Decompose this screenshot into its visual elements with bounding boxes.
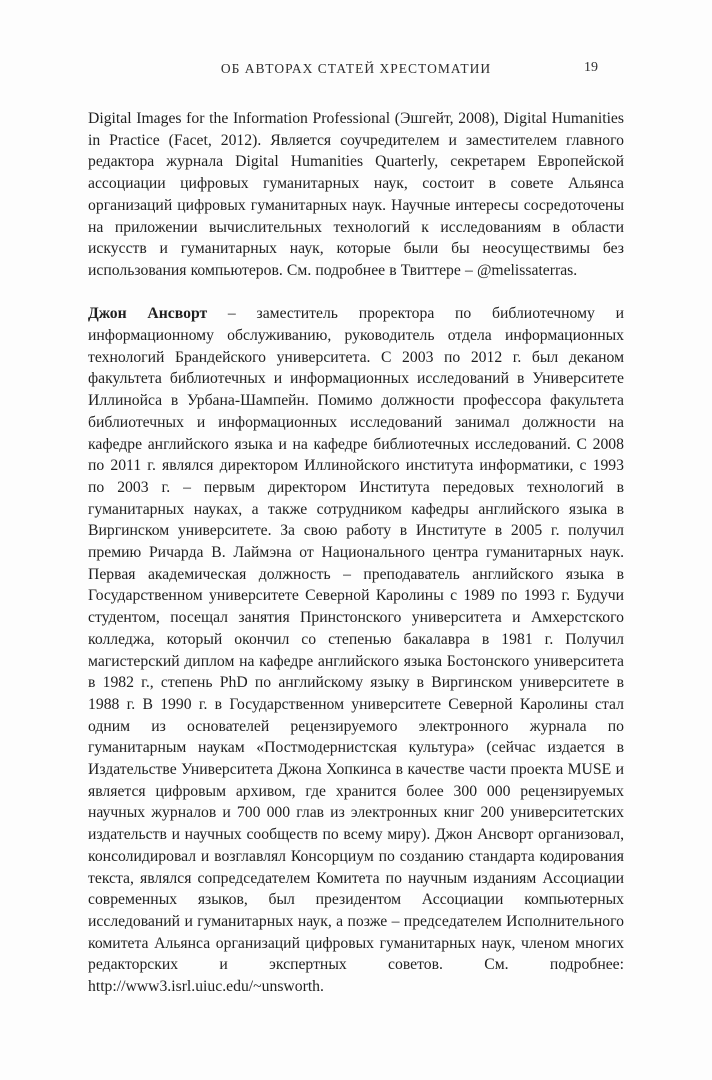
page-header: [88, 0, 624, 82]
paragraph-terras: [88, 108, 624, 282]
author-name: Джон Ансворт: [88, 305, 208, 323]
paragraph-unsworth: [88, 303, 624, 998]
paragraph-terras-text: Digital Images for the Information Professional (Эшгейт, 2008), Digital Humanities in Practice (Facet, 2012). Является соучредителем и заместителем главного редактора журнала Digital Humanities Quarterly, секретарем Европейской ассоциации цифровых гуманитарных наук, состоит в совете Альянса организаций цифровых гуманитарных наук. Научные интересы сосредоточены на приложении вычислительных технологий к исследованиям в области искусств и гуманитарных наук, которые были бы неосуществимы без использования компьютеров. См. подробнее в Твиттере – @melissaterras.: [88, 110, 624, 279]
page-number: 19: [584, 60, 598, 75]
paragraph-unsworth-text: – заместитель проректора по библиотечному и информационному обслуживанию, руководитель отдела информационных технологий Брандейского университета. С 2003 по 2012 г. был деканом факультета библиотечных и информационных исследований в Университете Иллинойса в Урбана-Шампейн. Помимо должности профессора факультета библиотечных и информационных исследований занимал должности на кафедре английского языка и на кафедре библиотечных исследований. С 2008 по 2011 г. являлся директором Иллинойского института информатики, с 1993 по 2003 г. – первым директором Института передовых технологий в гуманитарных науках, а также сотрудником кафедры английского языка в Виргинском университете. За свою работу в Институте в 2005 г. получил премию Ричарда В. Лаймэна от Национального центра гуманитарных наук. Первая академическая должность – преподаватель английского языка в Государственном университете Северной Каролины с 1989 по 1993 г. Будучи студентом, посещал занятия Принстонского университета и Амхерстского колледжа, который окончил со степенью бакалавра в 1981 г. Получил магистерский диплом на кафедре английского языка Бостонского университета в 1982 г., степень PhD по английскому языку в Виргинском университете в 1988 г. В 1990 г. в Государственном университете Северной Каролины стал одним из основателей рецензируемого электронного журнала по гуманитарным наукам «Постмодернистская культура» (сейчас издается в Издательстве Университета Джона Хопкинса в качестве части проекта MUSE и является цифровым архивом, где хранится более 300 000 рецензируемых научных журналов и 700 000 глав из электронных книг 200 университетских издательств и научных сообществ по всему миру). Джон Ансворт организовал, консолидировал и возглавлял Консорциум по созданию стандарта кодирования текста, являлся сопредседателем Комитета по научным изданиям Ассоциации современных языков, был президентом Ассоциации компьютерных исследований и гуманитарных наук, а позже – председателем Исполнительного комитета Альянса организаций цифровых гуманитарных наук, членом многих редакторских и экспертных советов. См. подробнее: http://www3.isrl.uiuc.edu/~unsworth.: [88, 305, 625, 996]
running-title: ОБ АВТОРАХ СТАТЕЙ ХРЕСТОМАТИИ: [220, 61, 492, 76]
text-block: [88, 108, 624, 998]
